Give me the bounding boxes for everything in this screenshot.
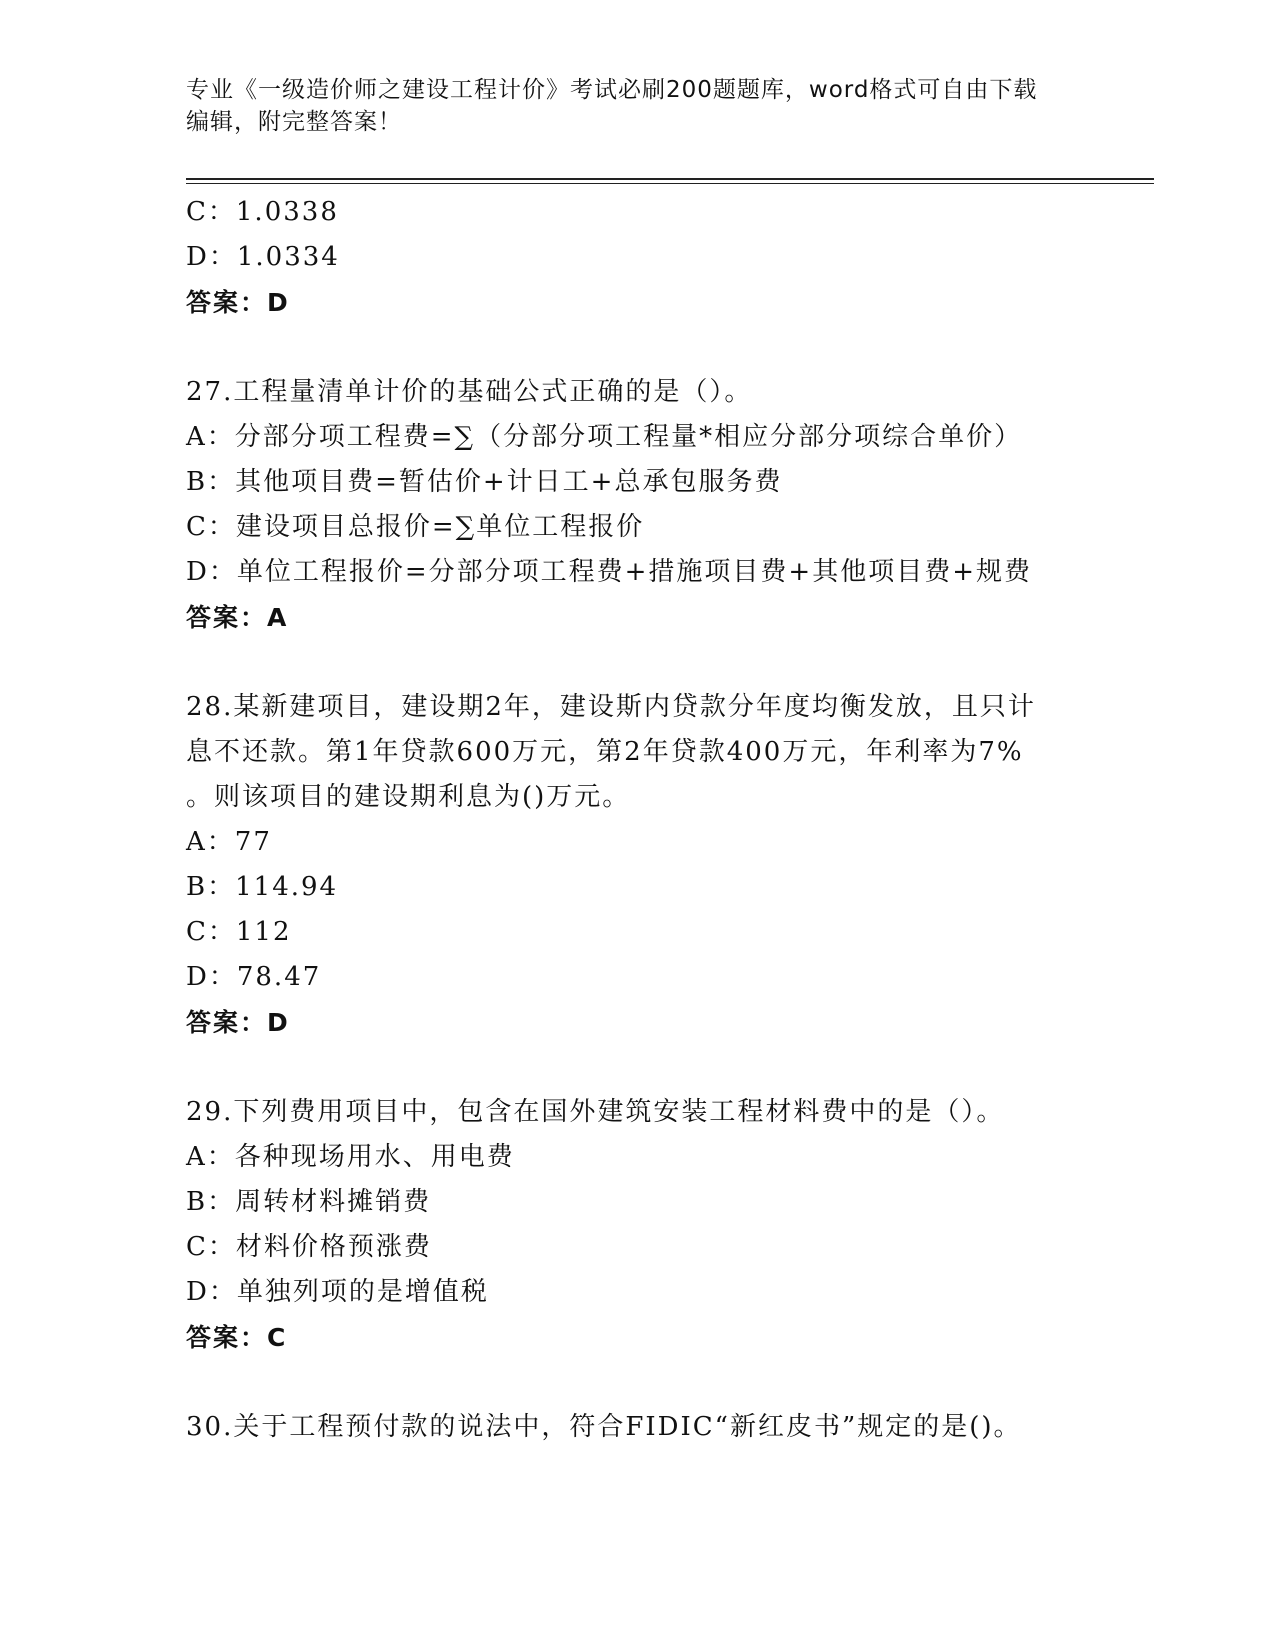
option-text: B：周转材料摊销费 (186, 1187, 432, 1217)
option-text: B：其他项目费=暂估价+计日工+总承包服务费 (186, 467, 783, 497)
header-title-line-2: 编辑，附完整答案！ (186, 109, 402, 135)
page-header (186, 74, 1066, 138)
question-content (186, 190, 1086, 1450)
spacer (186, 1045, 1086, 1090)
header-divider (186, 178, 1154, 180)
option-text: A：分部分项工程费=∑（分部分项工程量*相应分部分项综合单价） (186, 422, 1023, 452)
question-27-stem: 27.工程量清单计价的基础公式正确的是（）。 (186, 377, 753, 407)
option-text: C：1.0338 (186, 197, 339, 227)
option-text: C：112 (186, 917, 292, 947)
question-29-stem: 29.下列费用项目中，包含在国外建筑安装工程材料费中的是（）。 (186, 1097, 1005, 1127)
header-title-line-1: 专业《一级造价师之建设工程计价》考试必刷200题题库，word格式可自由下载 (186, 77, 1038, 103)
header-divider-thin (186, 183, 1154, 184)
question-28-stem: 。则该项目的建设期利息为()万元。 (186, 782, 631, 812)
option-text: D：单位工程报价=分部分项工程费+措施项目费+其他项目费+规费 (186, 557, 1032, 587)
answer-text: 答案：D (186, 1008, 290, 1037)
option-text: C：建设项目总报价=∑单位工程报价 (186, 512, 645, 542)
answer-text: 答案：D (186, 288, 290, 317)
answer-text: 答案：A (186, 603, 289, 632)
option-text: D：78.47 (186, 962, 322, 992)
spacer (186, 1360, 1086, 1405)
option-text: A：77 (186, 827, 272, 857)
question-28-stem: 息不还款。第1年贷款600万元，第2年贷款400万元，年利率为7% (186, 737, 1024, 767)
option-text: D：1.0334 (186, 242, 340, 272)
answer-text: 答案：C (186, 1323, 288, 1352)
question-30-stem: 30.关于工程预付款的说法中，符合FIDIC“新红皮书”规定的是()。 (186, 1412, 1022, 1442)
question-28-stem: 28.某新建项目，建设期2年，建设斯内贷款分年度均衡发放，且只计 (186, 692, 1036, 722)
option-text: B：114.94 (186, 872, 339, 902)
spacer (186, 640, 1086, 685)
option-text: C：材料价格预涨费 (186, 1232, 432, 1262)
spacer (186, 325, 1086, 370)
option-text: A：各种现场用水、用电费 (186, 1142, 515, 1172)
option-text: D：单独列项的是增值税 (186, 1277, 489, 1307)
